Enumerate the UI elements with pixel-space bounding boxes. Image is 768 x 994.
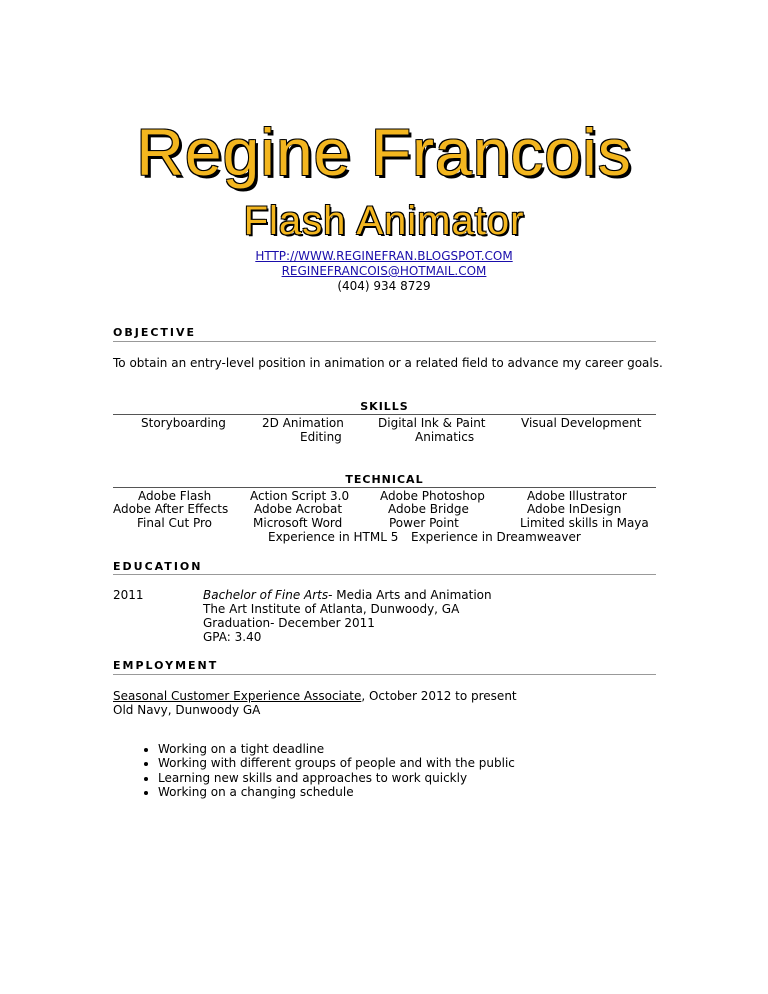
- skill-item: Digital Ink & Paint: [378, 416, 486, 430]
- education-gpa: GPA: 3.40: [203, 630, 262, 644]
- email-row: [0, 264, 768, 279]
- skill-item: 2D Animation: [262, 416, 344, 430]
- technical-divider: [113, 487, 656, 488]
- technical-item: Power Point: [389, 516, 459, 530]
- education-degree-line: [203, 588, 492, 602]
- skills-divider: [113, 414, 656, 415]
- technical-item: Adobe Illustrator: [527, 489, 627, 503]
- list-item: • Learning new skills and approaches to work quickly: [158, 771, 515, 785]
- technical-item: Limited skills in Maya: [520, 516, 649, 530]
- list-item: • Working on a changing schedule: [158, 785, 515, 799]
- education-divider: [113, 574, 656, 575]
- website-link[interactable]: HTTP://WWW.REGINEFRAN.BLOGSPOT.COM: [255, 249, 513, 263]
- candidate-title: Flash Animator: [243, 199, 525, 243]
- technical-item: Action Script 3.0: [250, 489, 350, 503]
- technical-heading: TECHNICAL: [345, 473, 424, 486]
- employment-divider: [113, 674, 656, 675]
- education-school: The Art Institute of Atlanta, Dunwoody, GA: [203, 602, 460, 616]
- education-year: 2011: [113, 588, 144, 602]
- job-title-line: [113, 689, 517, 703]
- technical-item: Final Cut Pro: [137, 516, 213, 530]
- job-title: Seasonal Customer Experience Associate: [113, 689, 362, 703]
- website-row: [0, 249, 768, 264]
- skill-item: Storyboarding: [141, 416, 226, 430]
- technical-item: Adobe After Effects: [113, 502, 229, 516]
- education-heading: EDUCATION: [113, 560, 203, 573]
- education-major: - Media Arts and Animation: [328, 588, 492, 602]
- technical-item: Experience in Dreamweaver: [411, 530, 581, 544]
- education-degree: Bachelor of Fine Arts: [203, 588, 329, 602]
- phone-number: (404) 934 8729: [337, 279, 431, 293]
- list-item: • Working with different groups of people and with the public: [158, 756, 515, 770]
- technical-item: Adobe Acrobat: [254, 502, 343, 516]
- technical-item: Adobe Photoshop: [380, 489, 485, 503]
- technical-item: Microsoft Word: [253, 516, 343, 530]
- list-item: • Working on a tight deadline: [158, 742, 515, 756]
- skill-item: Editing: [300, 430, 342, 444]
- candidate-name: Regine Francois: [136, 115, 632, 189]
- technical-item: Experience in HTML 5: [268, 530, 399, 544]
- objective-divider: [113, 341, 656, 342]
- education-graduation: Graduation- December 2011: [203, 616, 375, 630]
- skill-item: Animatics: [415, 430, 475, 444]
- objective-text: To obtain an entry-level position in animation or a related field to advance my career goals.: [113, 356, 663, 370]
- technical-item: Adobe Bridge: [388, 502, 469, 516]
- email-link[interactable]: REGINEFRANCOIS@HOTMAIL.COM: [281, 264, 487, 278]
- technical-item: Adobe Flash: [138, 489, 212, 503]
- employment-heading: EMPLOYMENT: [113, 659, 219, 672]
- skill-item: Visual Development: [521, 416, 642, 430]
- employer: Old Navy, Dunwoody GA: [113, 703, 261, 717]
- technical-item: Adobe InDesign: [527, 502, 622, 516]
- skills-heading: SKILLS: [360, 400, 409, 413]
- job-dates: , October 2012 to present: [361, 689, 517, 703]
- objective-heading: OBJECTIVE: [113, 326, 197, 339]
- job-duties-list: [134, 742, 515, 799]
